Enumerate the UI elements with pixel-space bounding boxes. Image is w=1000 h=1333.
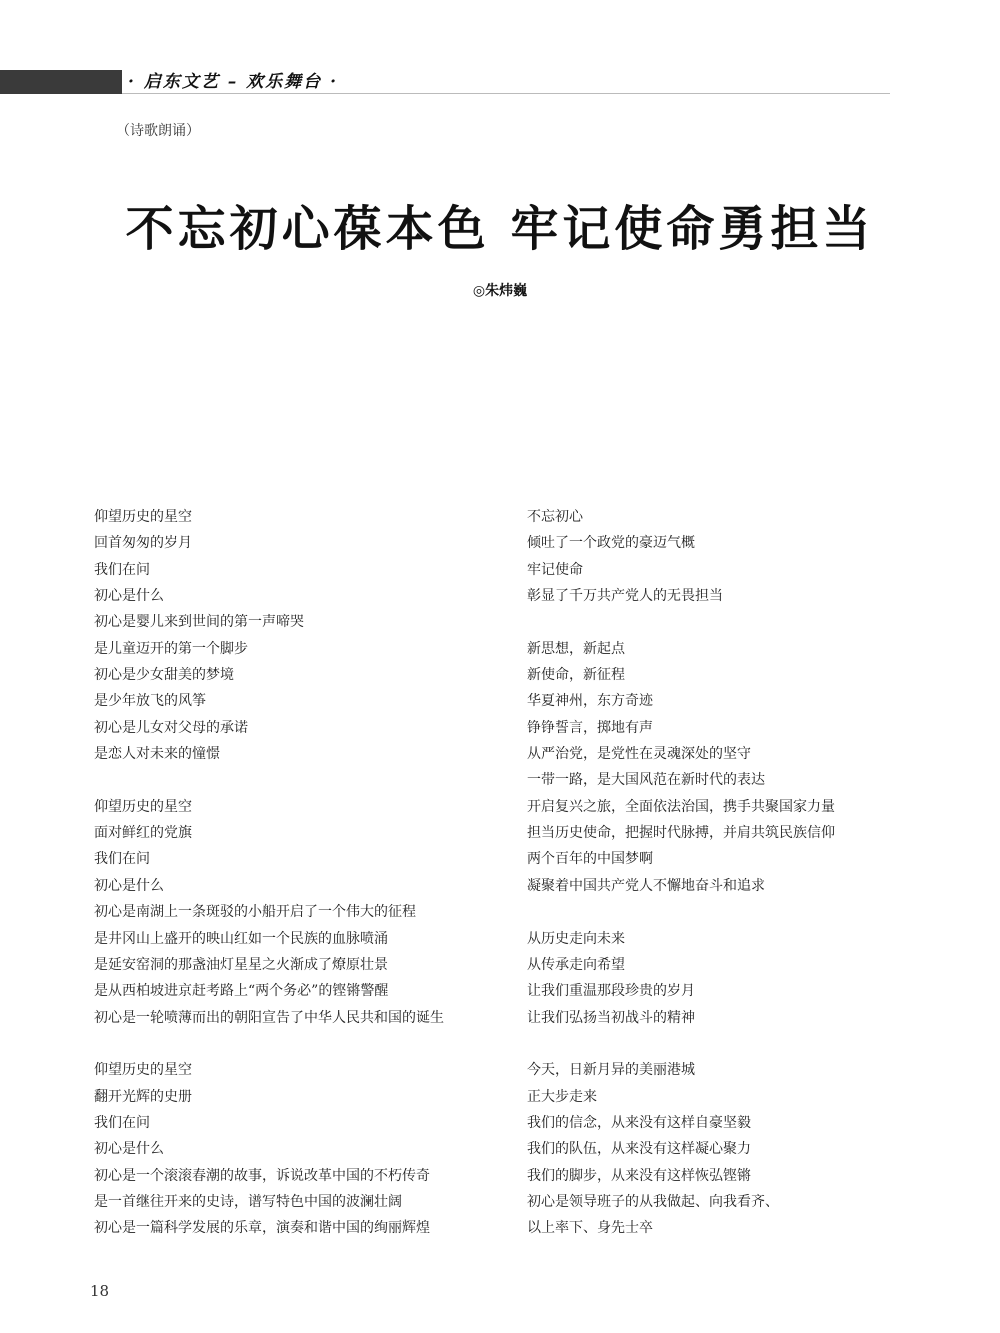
poem-line: 初心是一篇科学发展的乐章，演奏和谐中国的绚丽辉煌 bbox=[94, 1220, 430, 1237]
poem-line: 正大步走来 bbox=[527, 1088, 597, 1105]
poem-line: 是恋人对未来的憧憬 bbox=[94, 746, 220, 763]
poem-line: 新使命，新征程 bbox=[527, 667, 625, 684]
poem-line bbox=[527, 899, 947, 925]
poem-line: 我们的脚步，从来没有这样恢弘铿锵 bbox=[527, 1167, 751, 1184]
poem-line: 从传承走向希望 bbox=[527, 956, 625, 973]
poem-line: 让我们弘扬当初战斗的精神 bbox=[527, 1009, 695, 1026]
header-bar bbox=[0, 70, 122, 94]
page-number: 18 bbox=[90, 1282, 110, 1300]
poem-line: 回首匆匆的岁月 bbox=[94, 535, 192, 552]
poem-line: 仰望历史的星空 bbox=[94, 509, 192, 525]
poem-right-column bbox=[527, 504, 947, 1242]
poem-line: 凝聚着中国共产党人不懈地奋斗和追求 bbox=[527, 877, 765, 894]
poem-line: 以上率下、身先士卒 bbox=[527, 1220, 653, 1237]
poem-line: 我们在问 bbox=[94, 851, 150, 868]
poem-line: 是从西柏坡进京赶考路上“两个务必”的铿锵警醒 bbox=[94, 983, 389, 1000]
poem-line: 初心是什么 bbox=[94, 588, 164, 605]
poem-line: 让我们重温那段珍贵的岁月 bbox=[527, 983, 695, 1000]
section-header: · 启东文艺 – 欢乐舞台 · bbox=[128, 72, 339, 92]
poem-line: 初心是什么 bbox=[94, 877, 164, 894]
poem-line: 今天，日新月异的美丽港城 bbox=[527, 1062, 695, 1079]
poem-line: 两个百年的中国梦啊 bbox=[527, 851, 653, 868]
poem-line: 面对鲜红的党旗 bbox=[94, 825, 192, 842]
poem-line: 不忘初心 bbox=[527, 509, 583, 525]
poem-line bbox=[94, 1031, 514, 1057]
poem-line: 华夏神州，东方奇迹 bbox=[527, 693, 653, 710]
poem-line: 是井冈山上盛开的映山红如一个民族的血脉喷涌 bbox=[94, 930, 388, 947]
poem-line: 我们的信念，从来没有这样自豪坚毅 bbox=[527, 1114, 751, 1131]
poem-line: 是少年放飞的风筝 bbox=[94, 693, 206, 710]
poem-line: 一带一路，是大国风范在新时代的表达 bbox=[527, 772, 765, 789]
poem-line bbox=[527, 1031, 947, 1057]
poem-line: 翻开光辉的史册 bbox=[94, 1088, 192, 1105]
poem-line: 从历史走向未来 bbox=[527, 930, 625, 947]
poem-line: 仰望历史的星空 bbox=[94, 1062, 192, 1079]
poem-line: 我们在问 bbox=[94, 1114, 150, 1131]
poem-line: 担当历史使命，把握时代脉搏，并肩共筑民族信仰 bbox=[527, 825, 835, 842]
poem-line: 初心是一轮喷薄而出的朝阳宣告了中华人民共和国的诞生 bbox=[94, 1009, 444, 1026]
poem-line: 初心是少女甜美的梦境 bbox=[94, 667, 234, 684]
poem-line: 初心是什么 bbox=[94, 1141, 164, 1158]
poem-line: 我们的队伍，从来没有这样凝心聚力 bbox=[527, 1141, 751, 1158]
poem-line: 初心是南湖上一条斑驳的小船开启了一个伟大的征程 bbox=[94, 904, 416, 921]
poem-line: 倾吐了一个政党的豪迈气概 bbox=[527, 535, 695, 552]
poem-line: 初心是领导班子的从我做起、向我看齐、 bbox=[527, 1193, 779, 1210]
poem-line: 铮铮誓言，掷地有声 bbox=[527, 719, 653, 736]
poem-line: 新思想，新起点 bbox=[527, 640, 625, 657]
poem-line: 初心是儿女对父母的承诺 bbox=[94, 719, 248, 736]
poem-line: 彰显了千万共产党人的无畏担当 bbox=[527, 588, 723, 605]
article-genre: （诗歌朗诵） bbox=[116, 123, 200, 139]
article-title: 不忘初心葆本色 牢记使命勇担当 bbox=[125, 201, 875, 257]
poem-line bbox=[527, 609, 947, 635]
poem-line bbox=[94, 767, 514, 793]
poem-line: 初心是一个滚滚春潮的故事，诉说改革中国的不朽传奇 bbox=[94, 1167, 430, 1184]
poem-line: 是延安窑洞的那盏油灯星星之火渐成了燎原壮景 bbox=[94, 956, 388, 973]
poem-left-column bbox=[94, 504, 514, 1242]
poem-line: 我们在问 bbox=[94, 561, 150, 578]
poem-line: 从严治党，是党性在灵魂深处的坚守 bbox=[527, 746, 751, 763]
poem-line: 是儿童迈开的第一个脚步 bbox=[94, 640, 248, 657]
poem-line: 是一首继往开来的史诗，谱写特色中国的波澜壮阔 bbox=[94, 1193, 402, 1210]
header-divider bbox=[122, 93, 890, 94]
article-author: ◎朱炜巍 bbox=[472, 283, 528, 299]
poem-line: 初心是婴儿来到世间的第一声啼哭 bbox=[94, 614, 304, 631]
poem-line: 仰望历史的星空 bbox=[94, 798, 192, 815]
poem-line: 牢记使命 bbox=[527, 561, 583, 578]
poem-line: 开启复兴之旅，全面依法治国，携手共聚国家力量 bbox=[527, 798, 835, 815]
